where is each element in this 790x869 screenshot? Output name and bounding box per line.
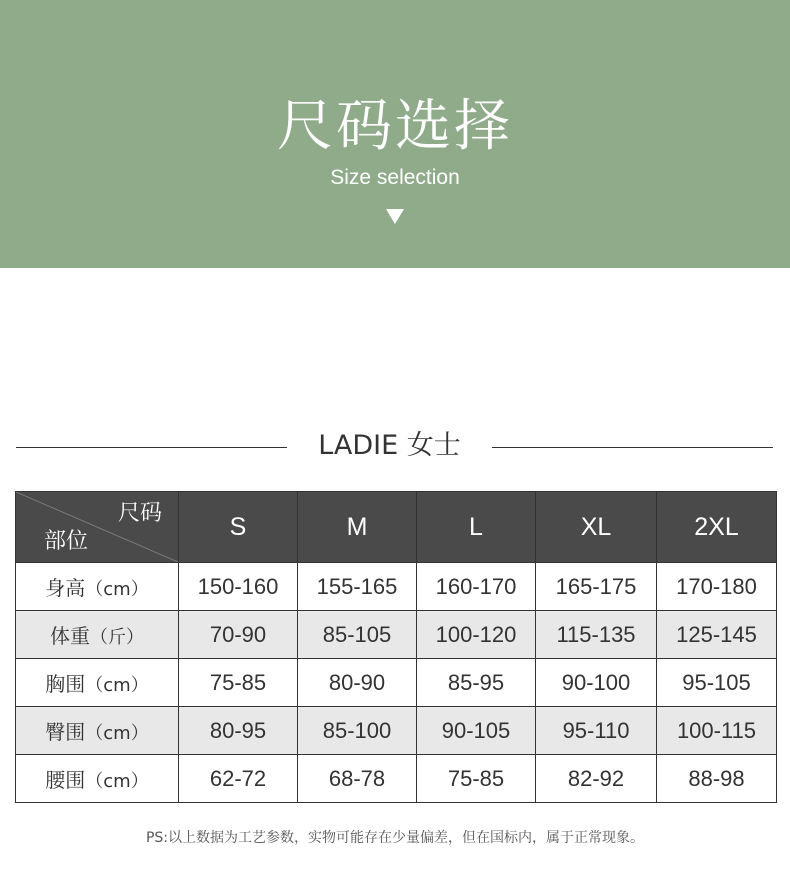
row-label: 腰围: [45, 768, 86, 792]
row-unit: （斤）: [90, 627, 144, 648]
table-cell: 88-98: [657, 755, 777, 803]
triangle-down-icon: [386, 209, 404, 224]
table-row: [16, 707, 777, 755]
table-cell: 85-105: [298, 611, 417, 659]
size-header-2xl: 2XL: [657, 492, 777, 563]
table-cell: 80-95: [179, 707, 298, 755]
banner-subtitle: Size selection: [330, 166, 460, 189]
table-cell: 150-160: [179, 563, 298, 611]
banner-title: 尺码选择: [277, 94, 513, 159]
table-cell: 170-180: [657, 563, 777, 611]
table-row: [16, 611, 777, 659]
table-cell: 160-170: [417, 563, 536, 611]
table-cell: 165-175: [536, 563, 657, 611]
table-cell: 75-85: [417, 755, 536, 803]
table-cell: 100-120: [417, 611, 536, 659]
header-banner: [0, 0, 790, 268]
row-label-waist: [16, 755, 179, 803]
row-unit: （cm）: [85, 771, 149, 792]
table-cell: 115-135: [536, 611, 657, 659]
table-cell: 85-95: [417, 659, 536, 707]
size-header-m: M: [298, 492, 417, 563]
table-cell: 85-100: [298, 707, 417, 755]
row-label: 身高: [45, 576, 86, 600]
table-row: [16, 659, 777, 707]
table-cell: 125-145: [657, 611, 777, 659]
row-label-weight: [16, 611, 179, 659]
size-header-s: S: [179, 492, 298, 563]
row-label: 臀围: [45, 720, 86, 744]
section-divider-right: [492, 447, 773, 448]
table-row: [16, 755, 777, 803]
table-cell: 62-72: [179, 755, 298, 803]
table-cell: 80-90: [298, 659, 417, 707]
section-title: LADIE 女士: [318, 430, 461, 461]
section-divider-left: [16, 447, 287, 448]
corner-size-label: 尺码: [117, 501, 162, 526]
table-corner-cell: [16, 492, 179, 563]
row-label-bust: [16, 659, 179, 707]
row-label-height: [16, 563, 179, 611]
table-cell: 82-92: [536, 755, 657, 803]
row-unit: （cm）: [85, 579, 149, 600]
table-cell: 155-165: [298, 563, 417, 611]
size-header-l: L: [417, 492, 536, 563]
table-row: [16, 563, 777, 611]
size-table: [15, 491, 777, 803]
row-label: 体重: [50, 624, 90, 648]
table-cell: 90-105: [417, 707, 536, 755]
row-unit: （cm）: [85, 723, 149, 744]
corner-part-label: 部位: [44, 529, 89, 554]
table-cell: 100-115: [657, 707, 777, 755]
row-unit: （cm）: [85, 675, 149, 696]
row-label: 胸围: [45, 672, 86, 696]
row-label-hip: [16, 707, 179, 755]
table-cell: 70-90: [179, 611, 298, 659]
table-cell: 68-78: [298, 755, 417, 803]
table-cell: 90-100: [536, 659, 657, 707]
table-header-row: [16, 492, 777, 563]
table-cell: 95-110: [536, 707, 657, 755]
size-header-xl: XL: [536, 492, 657, 563]
table-cell: 95-105: [657, 659, 777, 707]
table-cell: 75-85: [179, 659, 298, 707]
footnote: PS:以上数据为工艺参数，实物可能存在少量偏差，但在国标内，属于正常现象。: [145, 830, 645, 846]
